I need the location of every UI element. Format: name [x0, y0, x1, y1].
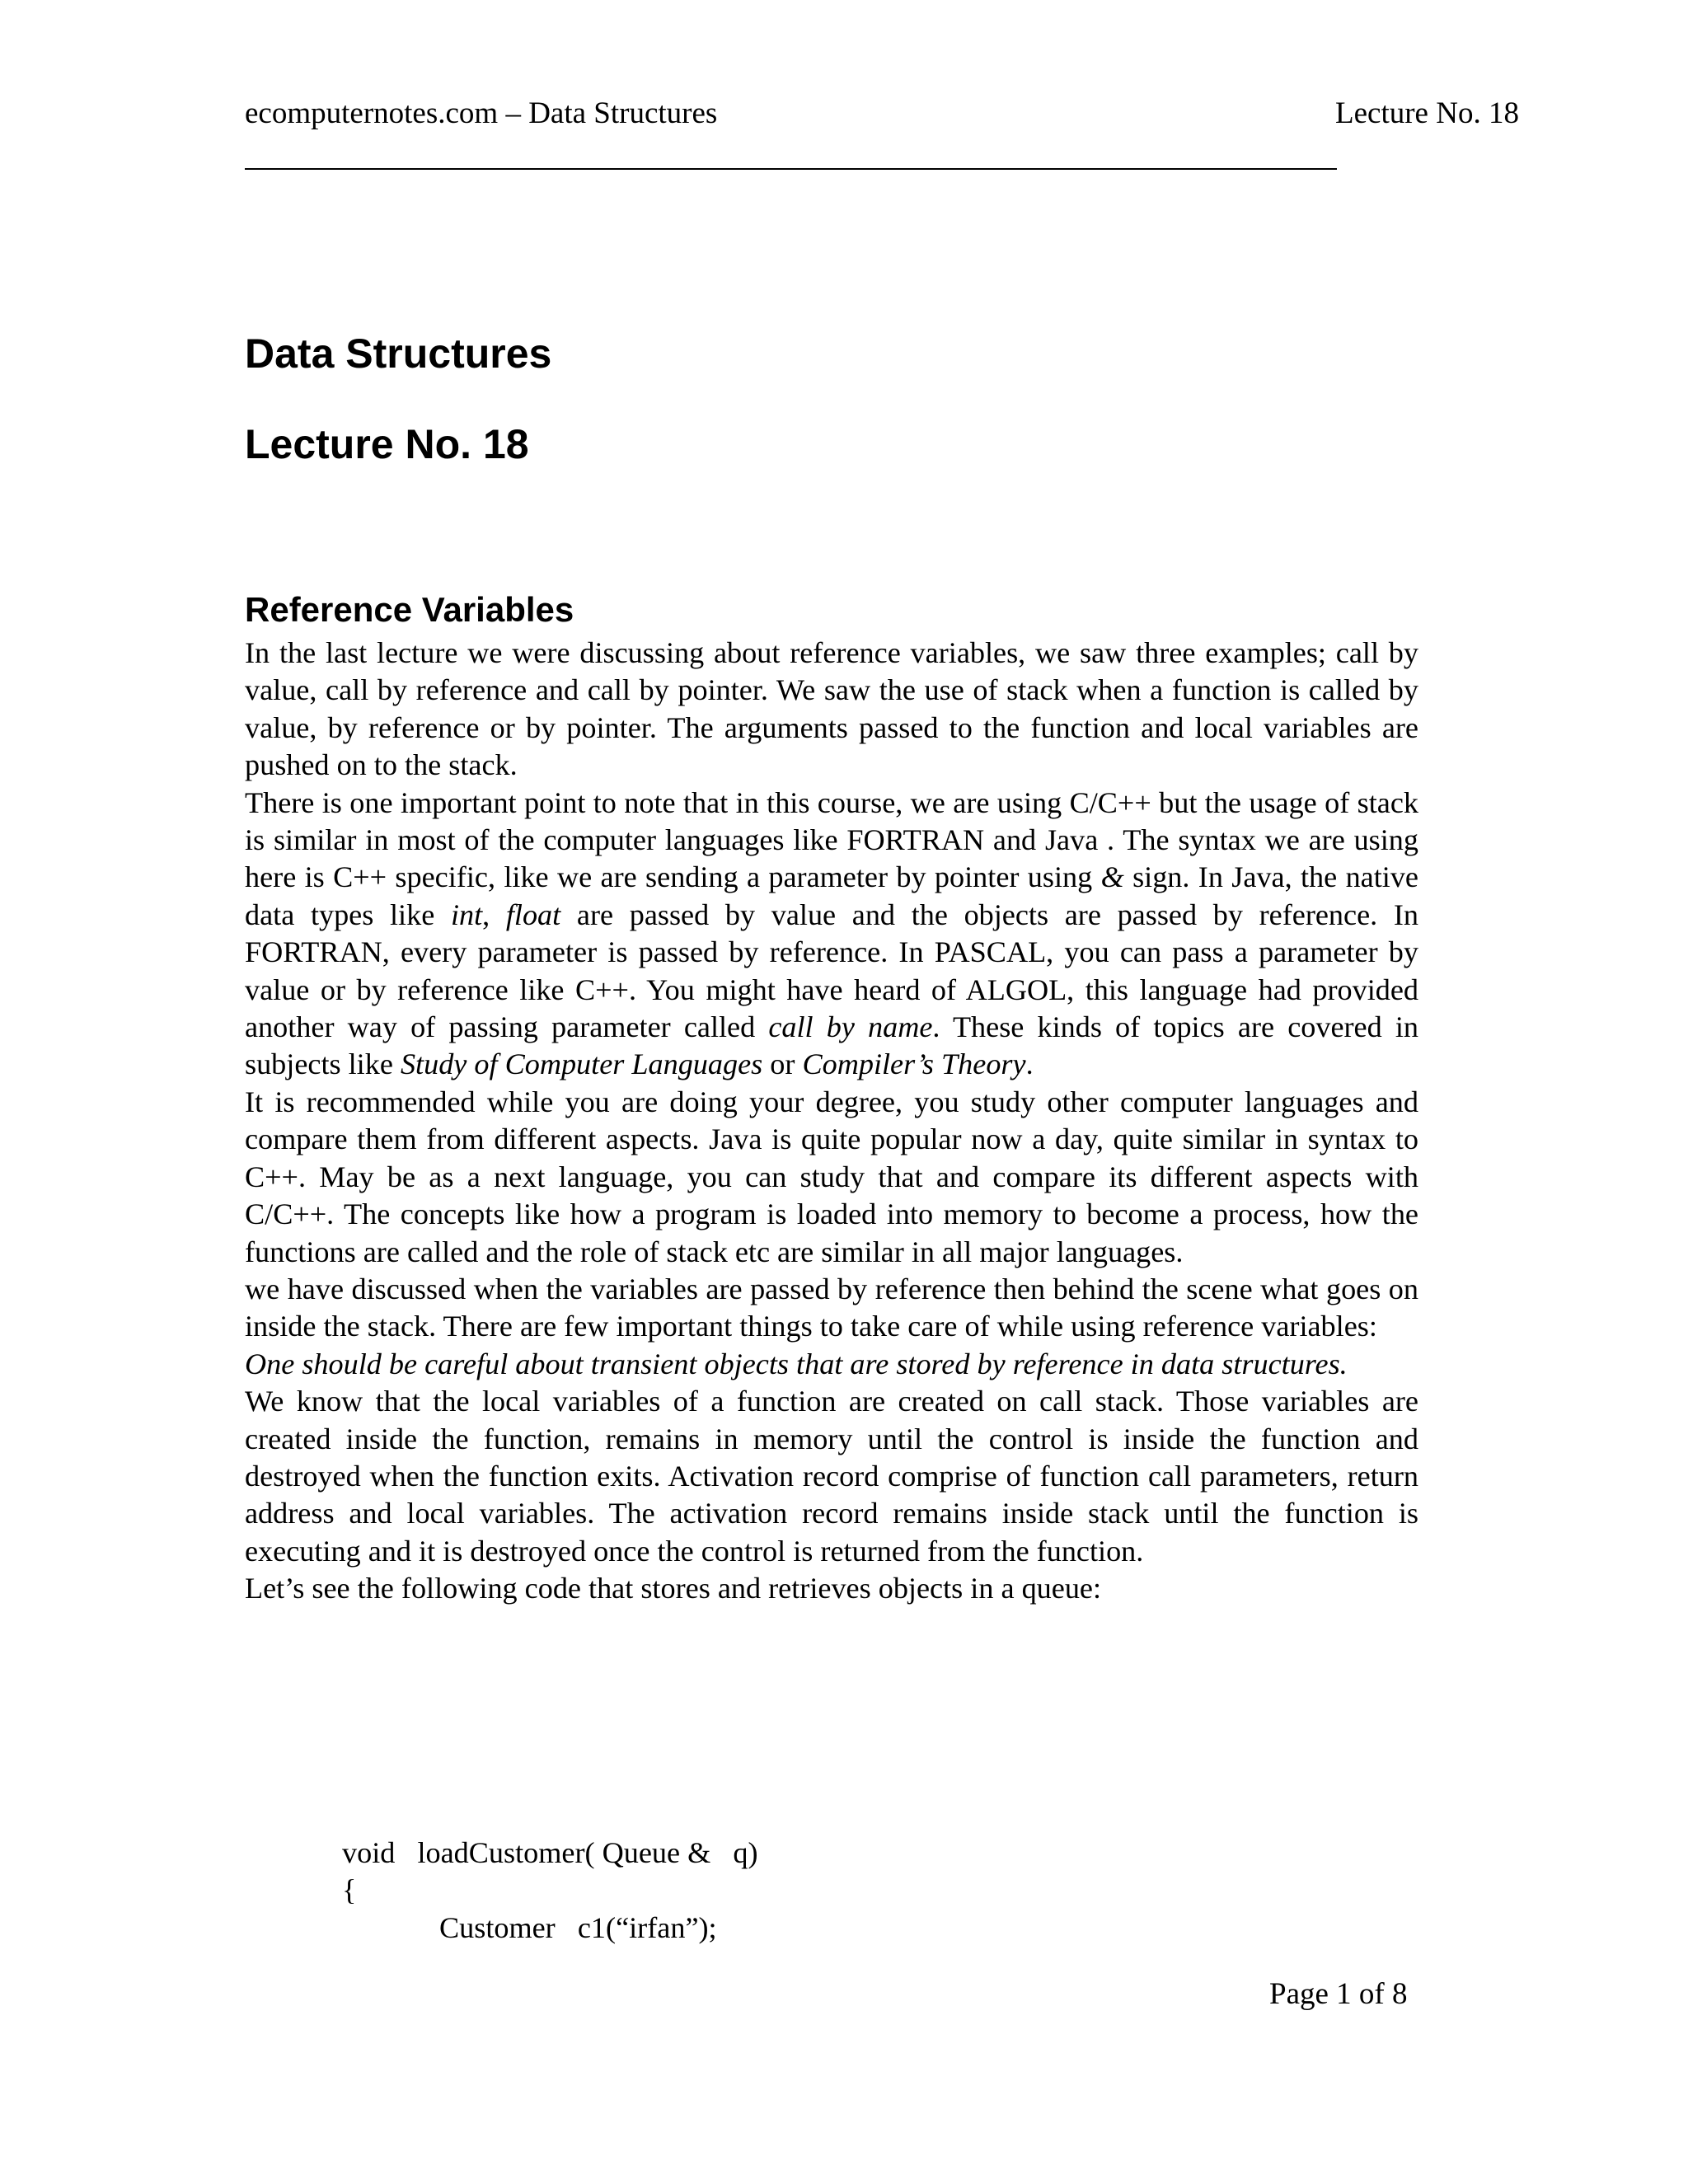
paragraph-2: [245, 785, 1418, 1084]
call-by-name-term: call by name: [768, 1010, 933, 1044]
paragraph-3: It is recommended while you are doing your degree, you study other computer languages and compare them from different aspects. Java is quite popular now a day, quite similar in syntax to C++. May be as a next language, you can study that and compare its different aspects with C/C++. The concepts like how a program is loaded into memory to become a process, how the functions are called and the role of stack etc are similar in all major languages.: [245, 1085, 1418, 1268]
ampersand-symbol: &: [1100, 860, 1124, 894]
study-of-languages-term: Study of Computer Languages: [400, 1047, 763, 1081]
code-line-3-wrapper: [342, 1910, 758, 1947]
paragraph-7: Let’s see the following code that stores and retrieves objects in a queue:: [245, 1572, 1102, 1605]
body-text: [245, 635, 1418, 1608]
italic-note-text: One should be careful about transient objects that are stored by reference in data structures.: [245, 1347, 1348, 1380]
paragraph-2-text-a: There is one important point to note that in this course, we are using C/C++ but the usage of stack is similar in most of the computer languages like FORTRAN and Java . The syntax we are using here is C++ specific, like we are sending a parameter by pointer using: [245, 785, 1418, 894]
paragraph-2-text-e: . These kinds of topics are covered in subjects like: [245, 1010, 1418, 1081]
paragraph-2-text-d: are passed by value and the objects are passed by reference. In FORTRAN, every parameter is passed by reference. In PASCAL, you can pass a parameter by value or by reference like C++. You might have heard of ALGOL, this language had provided another way of passing parameter called: [245, 898, 1419, 1044]
lecture-title: Lecture No. 18: [245, 421, 529, 467]
code-line-2: {: [342, 1873, 357, 1907]
header-rule: [245, 168, 1337, 170]
paragraph-4: we have discussed when the variables are passed by reference then behind the scene what goes on inside the stack. There are few important things to take care of while using reference variables:: [245, 1272, 1418, 1343]
header-site-title: ecomputernotes.com – Data Structures: [245, 96, 718, 130]
code-listing: [342, 1835, 758, 1947]
paragraph-2-text-f: or: [762, 1047, 803, 1081]
code-line-1: void loadCustomer( Queue & q): [342, 1836, 758, 1869]
compiler-theory-term: Compiler’s Theory: [802, 1047, 1026, 1081]
paragraph-2-text-g: .: [1025, 1047, 1034, 1081]
paragraph-6: We know that the local variables of a function are created on call stack. Those variables are created inside the function, remains in memory until the control is inside the function and destroyed when the function exits. Activation record comprise of function call parameters, return address and local variables. The activation record remains inside stack until the function is executing and it is destroyed once the control is returned from the function.: [245, 1385, 1418, 1568]
section-heading: Reference Variables: [245, 590, 574, 629]
page-number: Page 1 of 8: [1269, 1977, 1408, 2011]
paragraph-2-text-b: sign. In Java, the native data types like: [245, 860, 1418, 931]
paragraph-2-text-c: ,: [482, 898, 506, 931]
paragraph-1: In the last lecture we were discussing about reference variables, we saw three examples; call by value, call by reference and call by pointer. We saw the use of stack when a function is called by value, by reference or by pointer. The arguments passed to the function and local variables are pushed on to the stack.: [245, 636, 1418, 782]
code-line-3: Customer c1(“irfan”);: [439, 1910, 717, 1944]
document-title: Data Structures: [245, 330, 552, 377]
paragraph-5-italic-note: [245, 1346, 1418, 1383]
int-keyword: int: [450, 898, 483, 931]
float-keyword: float: [505, 898, 561, 931]
header-lecture-number: Lecture No. 18: [1335, 96, 1519, 130]
